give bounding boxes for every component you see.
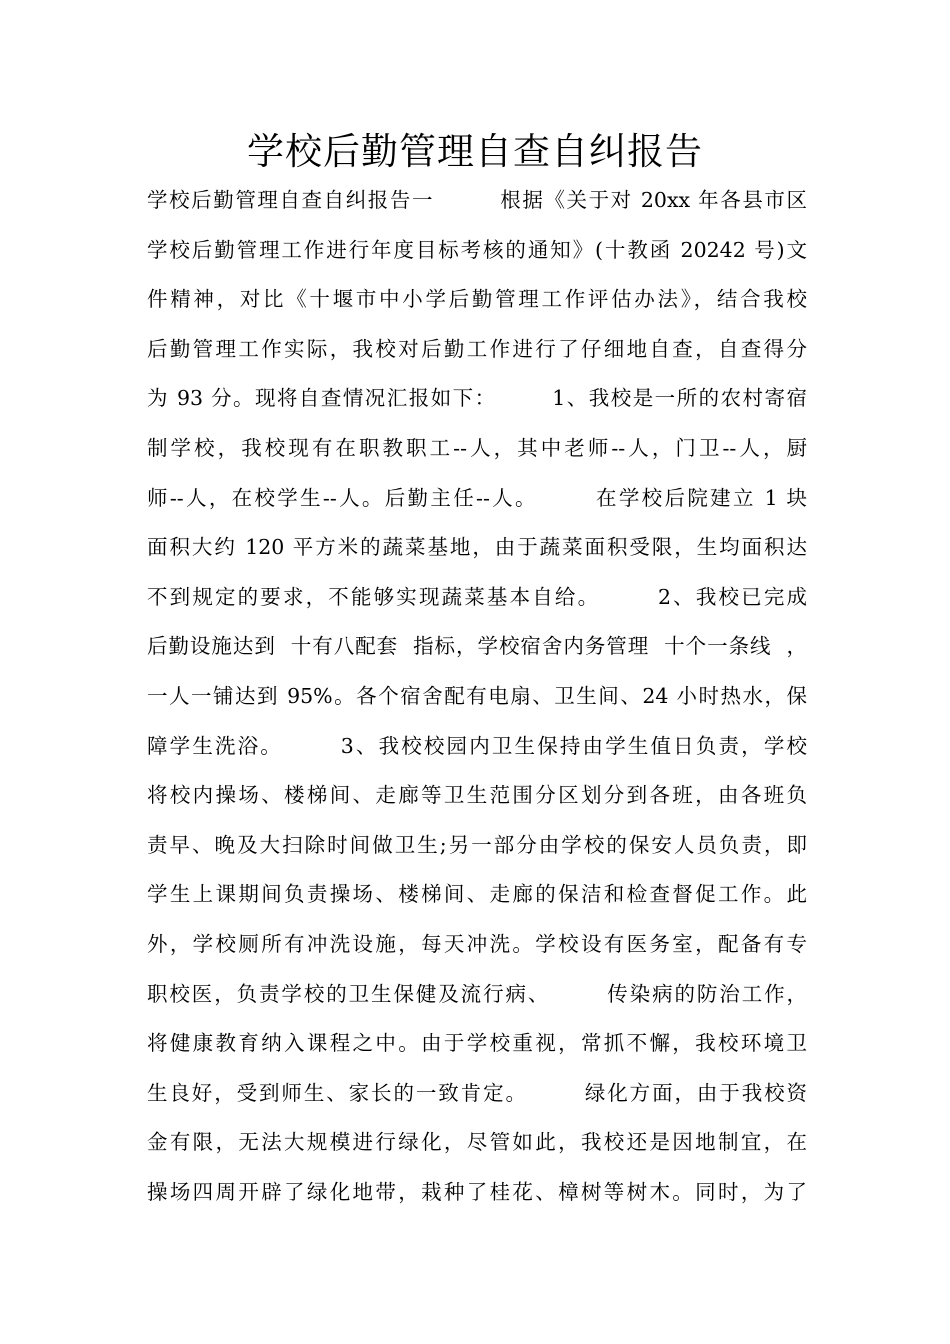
body-line: 制学校，我校现有在职教职工--人，其中老师--人，门卫--人，厨 bbox=[147, 435, 807, 460]
body-line: 职校医，负责学校的卫生保健及流行病、 传染病的防治工作， bbox=[147, 981, 807, 1006]
body-line: 不到规定的要求，不能够实现蔬菜基本自给。 2、我校已完成 bbox=[147, 584, 807, 609]
body-line: 学校后勤管理自查自纠报告一 根据《关于对 20xx 年各县市区 bbox=[147, 188, 807, 212]
body-line: 面积大约 120 平方米的蔬菜基地，由于蔬菜面积受限，生均面积达 bbox=[147, 535, 807, 560]
body-line: 障学生洗浴。 3、我校校园内卫生保持由学生值日负责，学校 bbox=[147, 733, 807, 758]
body-line: 外，学校厕所有冲洗设施，每天冲洗。学校设有医务室，配备有专 bbox=[147, 931, 807, 956]
body-line: 学校后勤管理工作进行年度目标考核的通知》(十教函 20242 号)文 bbox=[147, 237, 807, 262]
body-line: 责早、晚及大扫除时间做卫生;另一部分由学校的保安人员负责，即 bbox=[147, 832, 807, 857]
body-line: 后勤管理工作实际，我校对后勤工作进行了仔细地自查，自查得分 bbox=[147, 336, 807, 361]
document-title: 学校后勤管理自查自纠报告 bbox=[247, 130, 703, 173]
body-line: 师--人，在校学生--人。后勤主任--人。 在学校后院建立 1 块 bbox=[147, 485, 807, 510]
body-line: 后勤设施达到 十有八配套 指标，学校宿舍内务管理 十个一条线 ， bbox=[147, 634, 807, 659]
body-line: 金有限，无法大规模进行绿化，尽管如此，我校还是因地制宜，在 bbox=[147, 1130, 807, 1155]
body-line: 学生上课期间负责操场、楼梯间、走廊的保洁和检查督促工作。此 bbox=[147, 882, 807, 907]
body-line: 为 93 分。现将自查情况汇报如下： 1、我校是一所的农村寄宿 bbox=[147, 386, 807, 411]
body-line: 件精神，对比《十堰市中小学后勤管理工作评估办法》，结合我校 bbox=[147, 287, 807, 312]
document-body bbox=[147, 182, 807, 1223]
body-line: 一人一铺达到 95%。各个宿舍配有电扇、卫生间、24 小时热水，保 bbox=[147, 683, 807, 708]
body-line: 操场四周开辟了绿化地带，栽种了桂花、樟树等树木。同时，为了 bbox=[147, 1179, 807, 1204]
body-line: 将校内操场、楼梯间、走廊等卫生范围分区划分到各班，由各班负 bbox=[147, 783, 807, 808]
body-line: 生良好，受到师生、家长的一致肯定。 绿化方面，由于我校资 bbox=[147, 1080, 807, 1105]
body-line: 将健康教育纳入课程之中。由于学校重视，常抓不懈，我校环境卫 bbox=[147, 1031, 807, 1056]
